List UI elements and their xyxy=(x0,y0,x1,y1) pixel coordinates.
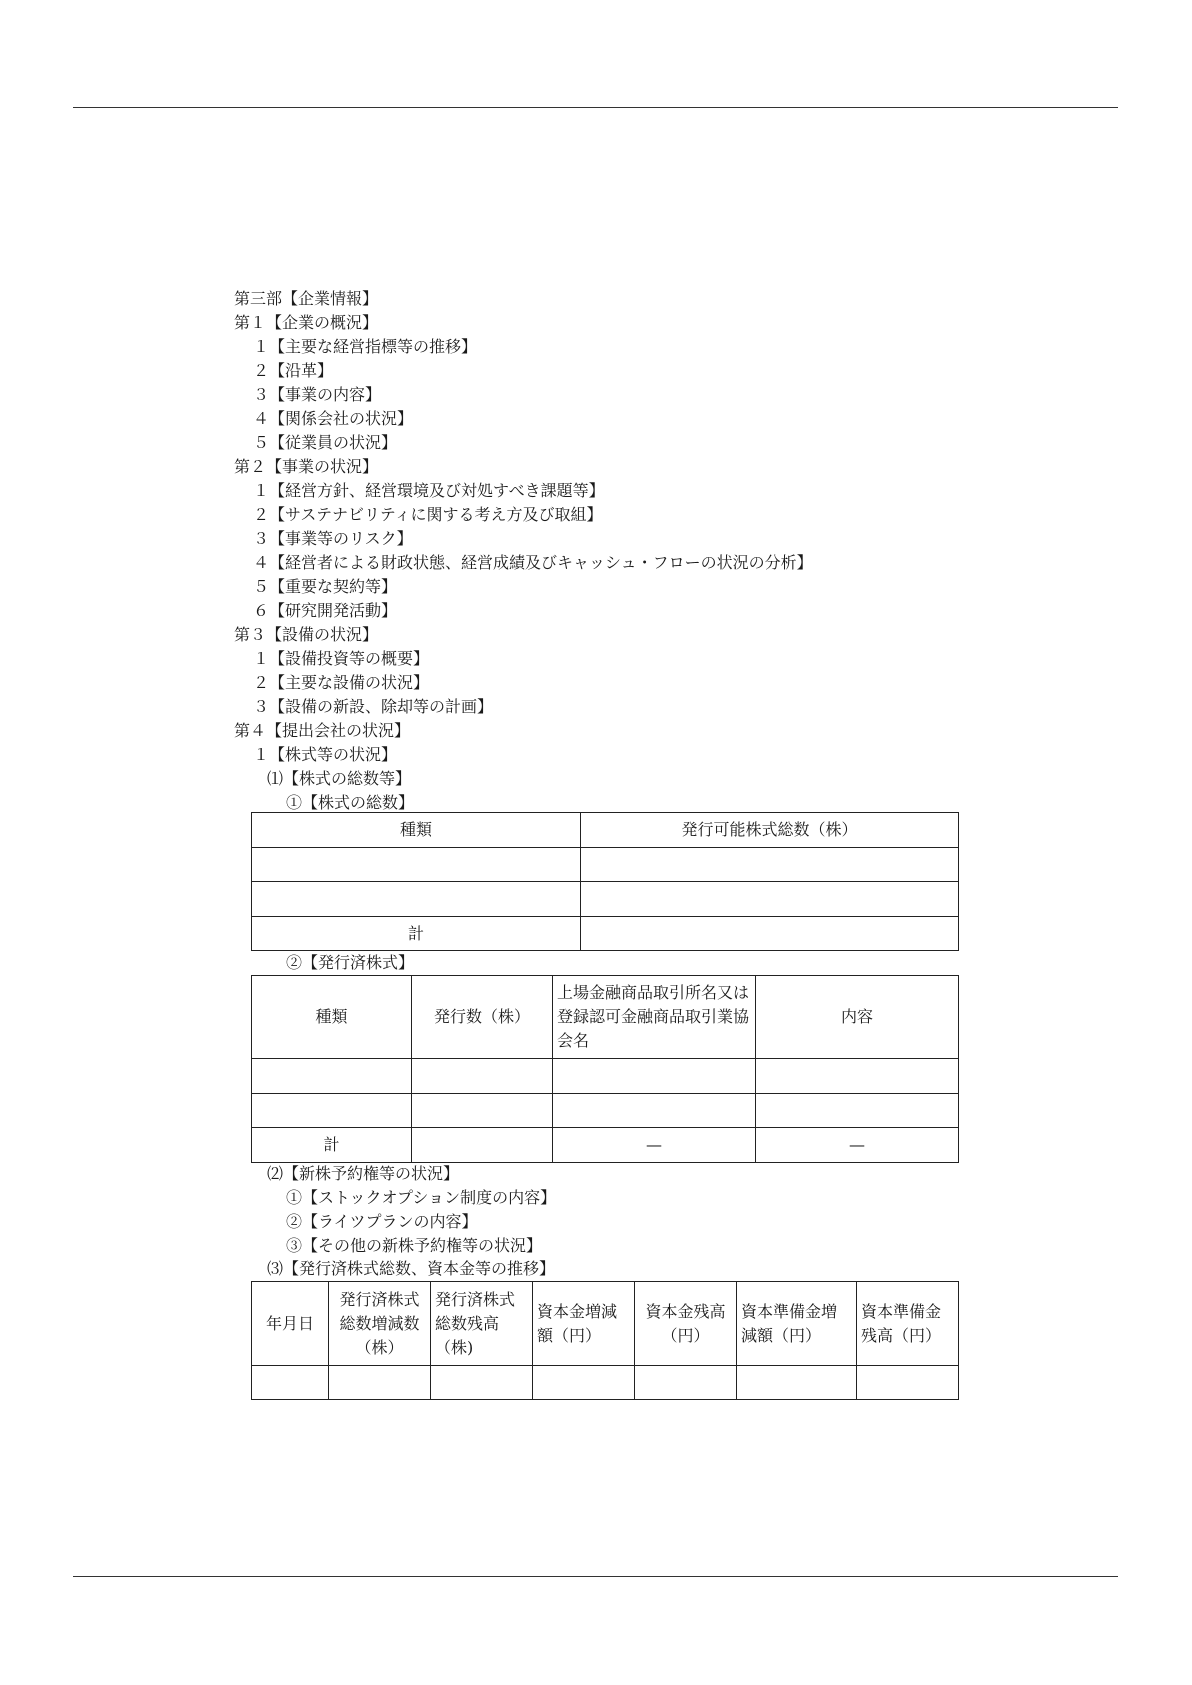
table-cell xyxy=(553,1059,756,1094)
header-cell-capital-change: 資本金増減額（円） xyxy=(533,1282,635,1366)
total-label: 計 xyxy=(252,917,581,951)
total-label: 計 xyxy=(252,1128,412,1163)
table-cell xyxy=(252,882,581,917)
table-row xyxy=(252,1059,959,1094)
table-header-row xyxy=(252,976,959,1059)
item-2-5: ５【重要な契約等】 xyxy=(253,577,398,596)
item-1-5: ５【従業員の状況】 xyxy=(253,433,398,452)
header-cell-content: 内容 xyxy=(756,976,959,1059)
header-cell-capital-balance: 資本金残高（円） xyxy=(635,1282,737,1366)
table-header-row xyxy=(252,813,959,848)
item-3-1: １【設備投資等の概要】 xyxy=(253,649,430,668)
item-1-2: ２【沿革】 xyxy=(253,361,334,380)
table-cell xyxy=(252,1094,412,1128)
table-cell xyxy=(533,1366,635,1400)
table-cell xyxy=(329,1366,431,1400)
heading-chapter1: 第１【企業の概況】 xyxy=(234,313,379,332)
table-cell xyxy=(553,1094,756,1128)
table-capital-history xyxy=(251,1281,959,1400)
header-cell-shares-change: 発行済株式総数増減数（株） xyxy=(329,1282,431,1366)
dash-cell-exchange: — xyxy=(553,1128,756,1163)
item-4-1-2-c: ③【その他の新株予約権等の状況】 xyxy=(286,1236,543,1255)
table-cell xyxy=(857,1366,959,1400)
item-4-1-2-b: ②【ライツプランの内容】 xyxy=(286,1212,478,1231)
table-cell xyxy=(412,1059,553,1094)
header-cell-shares-balance: 発行済株式総数残高（株) xyxy=(431,1282,533,1366)
item-2-1: １【経営方針、経営環境及び対処すべき課題等】 xyxy=(253,481,605,500)
item-4-1-3: ⑶【発行済株式総数、資本金等の推移】 xyxy=(267,1259,556,1278)
header-cell-type: 種類 xyxy=(252,976,412,1059)
item-2-4: ４【経営者による財政状態、経営成績及びキャッシュ・フローの状況の分析】 xyxy=(253,553,813,572)
table-row xyxy=(252,1094,959,1128)
table-authorized-shares xyxy=(251,812,959,951)
table-issued-shares xyxy=(251,975,959,1163)
item-2-3: ３【事業等のリスク】 xyxy=(253,529,413,548)
table-row xyxy=(252,882,959,917)
table-cell xyxy=(412,1094,553,1128)
footer-rule xyxy=(73,1576,1118,1577)
table-cell xyxy=(252,1059,412,1094)
heading-chapter2: 第２【事業の状況】 xyxy=(234,457,379,476)
table-cell xyxy=(581,848,959,882)
header-cell-exchange: 上場金融商品取引所名又は登録認可金融商品取引業協会名 xyxy=(553,976,756,1059)
item-4-1-1: ⑴【株式の総数等】 xyxy=(267,769,412,788)
item-4-1-1-a: ①【株式の総数】 xyxy=(286,793,415,812)
item-1-3: ３【事業の内容】 xyxy=(253,385,382,404)
table-header-row xyxy=(252,1282,959,1366)
table-cell xyxy=(737,1366,857,1400)
item-1-4: ４【関係会社の状況】 xyxy=(253,409,414,428)
table-cell xyxy=(635,1366,737,1400)
item-4-1-2-a: ①【ストックオプション制度の内容】 xyxy=(286,1188,557,1207)
table-row xyxy=(252,848,959,882)
table-row xyxy=(252,1366,959,1400)
item-3-2: ２【主要な設備の状況】 xyxy=(253,673,430,692)
header-cell-authorized: 発行可能株式総数（株） xyxy=(581,813,959,848)
table-total-row xyxy=(252,917,959,951)
table-total-row xyxy=(252,1128,959,1163)
table-cell xyxy=(252,1366,329,1400)
table-cell xyxy=(412,1128,553,1163)
item-4-1-2: ⑵【新株予約権等の状況】 xyxy=(267,1164,460,1183)
header-cell-issued-count: 発行数（株） xyxy=(412,976,553,1059)
table-cell xyxy=(581,882,959,917)
header-cell-type: 種類 xyxy=(252,813,581,848)
header-cell-date: 年月日 xyxy=(252,1282,329,1366)
heading-part3: 第三部【企業情報】 xyxy=(234,289,379,308)
item-1-1: １【主要な経営指標等の推移】 xyxy=(253,337,478,356)
item-2-2: ２【サステナビリティに関する考え方及び取組】 xyxy=(253,505,603,524)
header-cell-reserve-change: 資本準備金増減額（円） xyxy=(737,1282,857,1366)
table-cell xyxy=(431,1366,533,1400)
item-4-1-1-b: ②【発行済株式】 xyxy=(286,953,415,972)
item-3-3: ３【設備の新設、除却等の計画】 xyxy=(253,697,494,716)
header-cell-reserve-balance: 資本準備金残高（円） xyxy=(857,1282,959,1366)
table-cell xyxy=(581,917,959,951)
item-2-6: ６【研究開発活動】 xyxy=(253,601,398,620)
header-rule xyxy=(73,107,1118,108)
table-cell xyxy=(756,1094,959,1128)
dash-cell-content: — xyxy=(756,1128,959,1163)
heading-chapter4: 第４【提出会社の状況】 xyxy=(234,721,411,740)
heading-chapter3: 第３【設備の状況】 xyxy=(234,625,379,644)
table-cell xyxy=(252,848,581,882)
table-cell xyxy=(756,1059,959,1094)
item-4-1: １【株式等の状況】 xyxy=(253,745,398,764)
